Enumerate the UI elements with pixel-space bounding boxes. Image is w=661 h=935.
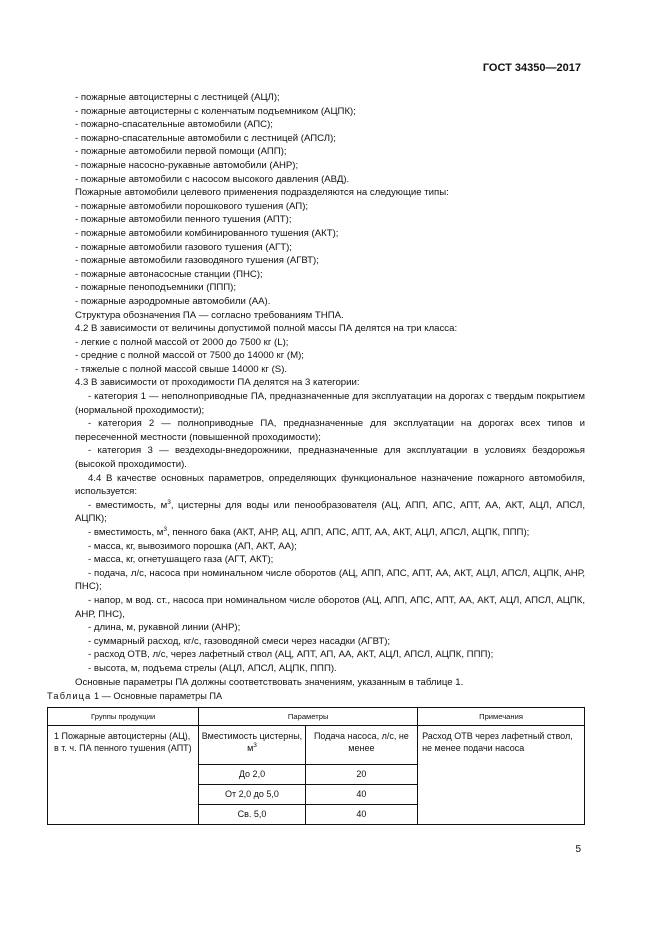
product-group-cell: 1 Пожарные автоцистерны (АЦ), в т. ч. ПА пенного тушения (АПТ) xyxy=(48,726,199,825)
paragraph: - легкие с полной массой от 2000 до 7500 кг (L); xyxy=(75,336,289,348)
paragraph: - пожарные автомобили первой помощи (АПП); xyxy=(75,146,287,158)
paragraph: - пожарные автоцистерны с коленчатым подъемником (АЦПК); xyxy=(75,105,356,117)
superscript: 3 xyxy=(253,741,257,749)
capacity-cell: От 2,0 до 5,0 xyxy=(199,785,305,805)
paragraph: - высота, м, подъема стрелы (АЦЛ, АПСЛ, АЦПК, ППП). xyxy=(88,662,337,674)
paragraph: - пожарные автоцистерны с лестницей (АЦЛ); xyxy=(75,92,280,103)
paragraph: - тяжелые с полной массой свыше 14000 кг (S). xyxy=(75,363,288,375)
paragraph: - масса, кг, вывозимого порошка (АП, АКТ, АА); xyxy=(88,540,297,552)
paragraph: - пожарные автомобили газового тушения (АГТ); xyxy=(75,241,292,253)
body-text xyxy=(75,91,585,689)
subheader-flow: Подача насоса, л/с, не менее xyxy=(305,726,417,765)
paragraph: 4.2 В зависимости от величины допустимой полной массы ПА делятся на три класса: xyxy=(75,323,458,335)
paragraph: Пожарные автомобили целевого применения подразделяются на следующие типы: xyxy=(75,187,449,199)
paragraph-text: - вместимость, м xyxy=(88,499,168,511)
subheader-capacity-text: Вместимость цистерны, м xyxy=(201,731,303,753)
paragraph: - пожарно-спасательные автомобили с лестницей (АПСЛ); xyxy=(75,132,336,144)
paragraph: - категория 2 — полноприводные ПА, предназначенные для эксплуатации на дорогах всех типов и пересеченной местности (повышенной проходимости); xyxy=(75,418,585,443)
paragraph: - расход ОТВ, л/с, через лафетный ствол (АЦ, АПТ, АП, АА, АКТ, АЦЛ, АПСЛ, АЦПК, ППП); xyxy=(88,649,494,661)
table-caption xyxy=(47,691,222,701)
table-caption-word: Таблица xyxy=(47,691,92,701)
table-row xyxy=(48,726,585,765)
superscript: 3 xyxy=(167,498,171,506)
paragraph: - суммарный расход, кг/с, газоводяной смеси через насадки (АГВТ); xyxy=(88,635,391,647)
paragraph: - подача, л/с, насоса при номинальном числе оборотов (АЦ, АПП, АПС, АПТ, АА, АКТ, АЦЛ, АПСЛ, АЦПК, АНР, ПНС); xyxy=(75,567,585,593)
capacity-cell: До 2,0 xyxy=(199,765,305,785)
header-product-groups: Группы продукции xyxy=(48,708,199,726)
flow-cell: 40 xyxy=(305,785,417,805)
page-number: 5 xyxy=(575,844,581,855)
paragraph xyxy=(75,499,585,526)
paragraph: - масса, кг, огнетушащего газа (АГТ, АКТ); xyxy=(88,554,274,566)
paragraph-text: , пенного бака (АКТ, АНР, АЦ, АПП, АПС, АПТ, АА, АКТ, АЦЛ, АПСЛ, АЦПК, ППП); xyxy=(167,527,530,538)
paragraph: - пожарно-спасательные автомобили (АПС); xyxy=(75,119,273,131)
paragraph: - средние с полной массой от 7500 до 14000 кг (М); xyxy=(75,350,304,362)
table-header-row xyxy=(48,708,585,726)
paragraph: - пожарные аэродромные автомобили (АА). xyxy=(75,295,271,307)
paragraph: Основные параметры ПА должны соответствовать значениям, указанным в таблице 1. xyxy=(75,676,464,688)
flow-cell: 40 xyxy=(305,805,417,825)
parameters-table xyxy=(47,707,585,825)
paragraph: - пожарные автомобили с насосом высокого давления (АВД). xyxy=(75,173,350,185)
header-parameters: Параметры xyxy=(199,708,418,726)
paragraph: - категория 1 — неполноприводные ПА, предназначенные для эксплуатации на дорогах с твердым покрытием (нормальной проходимости); xyxy=(75,391,585,416)
paragraph: - напор, м вод. ст., насоса при номинальном числе оборотов (АЦ, АПП, АПС, АПТ, АА, АКТ, АЦЛ, АПСЛ, АЦПК, АНР, ПНС), xyxy=(75,594,585,620)
paragraph: - пожарные автомобили газоводяного тушения (АГВТ); xyxy=(75,255,319,267)
paragraph: - пожарные автонасосные станции (ПНС); xyxy=(75,268,263,280)
subheader-capacity xyxy=(199,726,305,765)
flow-cell: 20 xyxy=(305,765,417,785)
document-header: ГОСТ 34350—2017 xyxy=(482,62,581,74)
paragraph: - длина, м, рукавной линии (АНР); xyxy=(88,622,241,634)
paragraph: - пожарные пеноподъемники (ППП); xyxy=(75,282,236,294)
note-cell: Расход ОТВ через лафетный ствол, не менее подачи насоса xyxy=(418,726,585,825)
paragraph: - пожарные автомобили пенного тушения (АПТ); xyxy=(75,214,292,226)
paragraph: Структура обозначения ПА — согласно требованиям ТНПА. xyxy=(75,309,344,321)
paragraph-text: - вместимость, м xyxy=(88,527,164,538)
paragraph: 4.4 В качестве основных параметров, определяющих функциональное назначение пожарного автомобиля, используется: xyxy=(75,472,585,498)
paragraph: - категория 3 — вездеходы-внедорожники, предназначенные для эксплуатации в условиях бездорожья (высокой проходимости). xyxy=(75,445,585,471)
paragraph: - пожарные автомобили комбинированного тушения (АКТ); xyxy=(75,227,339,239)
paragraph: - пожарные автомобили порошкового тушения (АП); xyxy=(75,200,309,212)
header-notes: Примечания xyxy=(418,708,585,726)
paragraph: - пожарные насосно-рукавные автомобили (АНР); xyxy=(75,159,299,171)
paragraph: 4.3 В зависимости от проходимости ПА делятся на 3 категории: xyxy=(75,377,360,389)
capacity-cell: Св. 5,0 xyxy=(199,805,305,825)
paragraph xyxy=(75,526,585,540)
superscript: 3 xyxy=(163,526,168,533)
table-caption-title: 1 — Основные параметры ПА xyxy=(91,691,223,701)
paragraph-text: , цистерны для воды или пенообразователя (АЦ, АПП, АПС, АПТ, АА, АКТ, АЦЛ, АПСЛ, АЦПК); xyxy=(75,499,585,525)
